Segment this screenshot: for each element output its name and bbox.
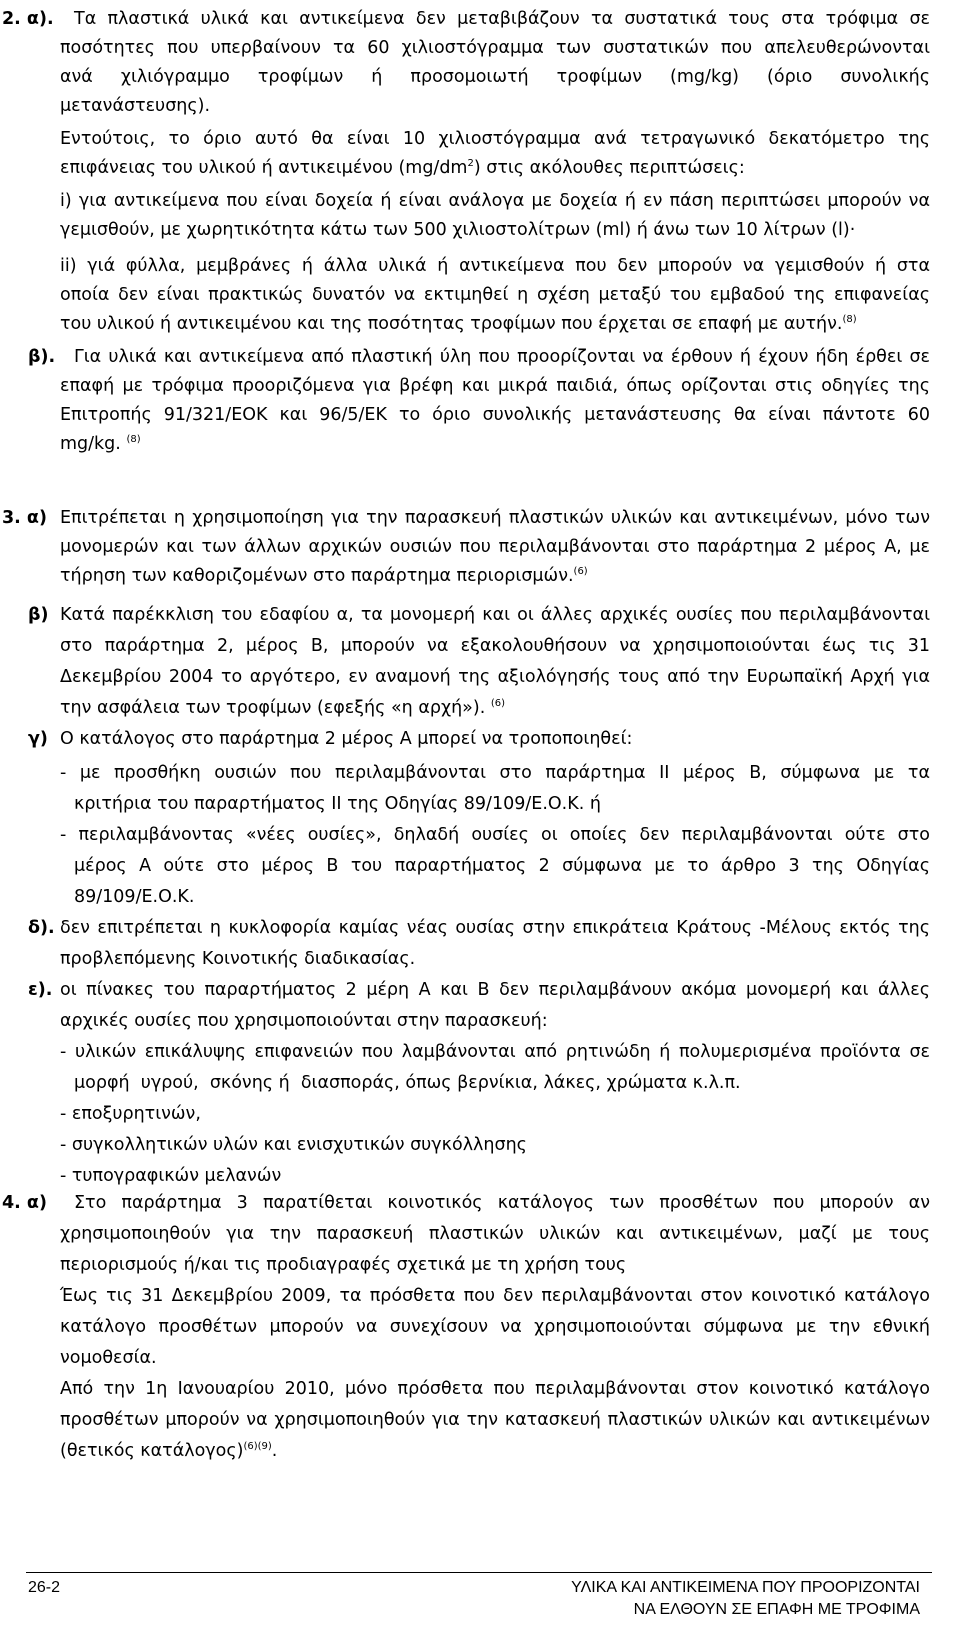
- footnote-ref: (8): [842, 314, 857, 326]
- paragraph-line: δεν επιτρέπεται η κυκλοφορία καμίας νέας ουσίας στην επικράτεια Κράτους -Μέλους εκτός της: [60, 918, 930, 938]
- paragraph-line: Επιτρέπεται η χρησιμοποίηση για την παρασκευή πλαστικών υλικών και αντικειμένων, μόνο των: [60, 508, 930, 528]
- paragraph-line: (θετικός κατάλογος)$^{(6)(9)}$.: [60, 1441, 278, 1461]
- paragraph-line: Κατά παρέκκλιση του εδαφίου α, τα μονομερή και οι άλλες αρχικές ουσίες που περιλαμβάνονται: [60, 605, 930, 625]
- paragraph-line: Δεκεμβρίου 2004 το αργότερο, εν αναμονή της αξιολόγησής τους από την Ευρωπαϊκή Αρχή για: [60, 667, 930, 687]
- paragraph-line: Έως τις 31 Δεκεμβρίου 2009, τα πρόσθετα που δεν περιλαμβάνονται στον κοινοτικό κατάλογο: [60, 1286, 930, 1306]
- section-label-4a: 4. α): [2, 1193, 47, 1213]
- paragraph-line: νομοθεσία.: [60, 1348, 157, 1368]
- section-label-3e: ε).: [28, 980, 53, 1000]
- section-label-2a: 2. α).: [2, 9, 54, 29]
- section-label-3b: β): [28, 605, 49, 625]
- paragraph-line: ανά χιλιόγραμμο τροφίμων ή προσομοιωτή τροφίμων (mg/kg) (όριο συνολικής: [60, 67, 930, 87]
- paragraph-line: στο παράρτημα 2, μέρος Β, μπορούν να εξακολουθήσουν να χρησιμοποιούνται έως τις 31: [60, 636, 930, 656]
- footer-title-line1: ΥΛΙΚΑ ΚΑΙ ΑΝΤΙΚΕΙΜΕΝΑ ΠΟΥ ΠΡΟΟΡΙΖΟΝΤΑΙ: [571, 1579, 920, 1596]
- paragraph-line: Τα πλαστικά υλικά και αντικείμενα δεν μεταβιβάζουν τα συστατικά τους στα τρόφιμα σε: [74, 9, 930, 29]
- footnote-ref: (6)(9): [243, 1441, 272, 1453]
- paragraph-line: χρησιμοποιηθούν για την παρασκευή πλαστικών υλικών και αντικειμένων, μαζί με τους: [60, 1224, 930, 1244]
- list-item-ii: οποία δεν είναι πρακτικώς δυνατόν να εκτιμηθεί η σχέση μεταξύ του εμβαδού της επιφανείας: [60, 285, 930, 305]
- paragraph-line: επιφάνειας του υλικού ή αντικειμένου $(mg/dm^2)$ στις ακόλουθες περιπτώσεις:: [60, 158, 745, 178]
- list-item: - υλικών επικάλυψης επιφανειών που λαμβάνονται από ρητινώδη ή πολυμερισμένα προϊόντα σε: [60, 1042, 930, 1062]
- paragraph-line: μονομερών και των άλλων αρχικών ουσιών που περιλαμβάνονται στο παράρτημα 2 μέρος Α, με: [60, 537, 930, 557]
- footnote-ref: (6): [490, 698, 506, 710]
- footer-divider: [26, 1572, 932, 1573]
- list-item-ii: του υλικού ή αντικειμένου και της ποσότητας τροφίμων που έρχεται σε επαφή με αυτήν.$^{(8)}$: [60, 314, 857, 334]
- paragraph-line: Από την 1η Ιανουαρίου 2010, μόνο πρόσθετα που περιλαμβάνονται στον κοινοτικό κατάλογο: [60, 1379, 930, 1399]
- paragraph-line: επαφή με τρόφιμα προοριζόμενα για βρέφη και μικρά παιδιά, όπως ορίζονται στις οδηγίες της: [60, 376, 930, 396]
- paragraph-line: οι πίνακες του παραρτήματος 2 μέρη Α και Β δεν περιλαμβάνουν ακόμα μονομερή και άλλες: [60, 980, 930, 1000]
- list-item: - εποξυρητινών,: [60, 1104, 201, 1124]
- paragraph-line: προσθέτων μπορούν να χρησιμοποιηθούν για την κατασκευή πλαστικών υλικών και αντικειμένων: [60, 1410, 930, 1430]
- list-item: - με προσθήκη ουσιών που περιλαμβάνονται στο παράρτημα ΙΙ μέρος Β, σύμφωνα με τα: [60, 763, 930, 783]
- list-item: 89/109/Ε.Ο.Κ.: [74, 887, 195, 907]
- paragraph-line: κατάλογο προσθέτων μπορούν να συνεχίσουν να χρησιμοποιούνται σύμφωνα με την εθνική: [60, 1317, 930, 1337]
- page-number: 26-2: [28, 1579, 61, 1596]
- list-item: - περιλαμβάνοντας «νέες ουσίες», δηλαδή ουσίες οι οποίες δεν περιλαμβάνονται ούτε στο: [60, 825, 930, 845]
- superscript: 2: [467, 158, 474, 170]
- paragraph-line: mg/kg. $^{(8)}$: [60, 434, 141, 454]
- footnote-ref: (6): [573, 566, 588, 578]
- paragraph-line: μετανάστευσης).: [60, 96, 211, 116]
- section-label-3c: γ): [28, 729, 48, 749]
- footnote-ref: (8): [126, 434, 141, 446]
- list-item: μέρος Α ούτε στο μέρος Β του παραρτήματος 2 σύμφωνα με το άρθρο 3 της Οδηγίας: [74, 856, 930, 876]
- list-item: μορφή υγρού, σκόνης ή διασποράς, όπως βερνίκια, λάκες, χρώματα κ.λ.π.: [74, 1073, 741, 1093]
- footer-title-line2: ΝΑ ΕΛΘΟΥΝ ΣΕ ΕΠΑΦΗ ΜΕ ΤΡΟΦΙΜΑ: [633, 1601, 920, 1618]
- paragraph-line: Εντούτοις, το όριο αυτό θα είναι 10 χιλιοστόγραμμα ανά τετραγωνικό δεκατόμετρο της: [60, 129, 930, 149]
- paragraph-line: την ασφάλεια των τροφίμων (εφεξής «η αρχή»). $^{(6)}$: [60, 698, 506, 718]
- paragraph-line: ποσότητες που υπερβαίνουν τα 60 χιλιοστόγραμμα των συστατικών που απελευθερώνονται: [60, 38, 930, 58]
- list-item-i: γεμισθούν, με χωρητικότητα κάτω των 500 χιλιοστολίτρων (ml) ή άνω των 10 λίτρων (l)·: [60, 220, 856, 240]
- list-item-i: i) για αντικείμενα που είναι δοχεία ή είναι ανάλογα με δοχεία ή εν πάση περιπτώσει μπορούν να: [60, 191, 930, 211]
- paragraph-line: αρχικές ουσίες που χρησιμοποιούνται στην παρασκευή:: [60, 1011, 548, 1031]
- list-item: - τυπογραφικών μελανών: [60, 1166, 282, 1186]
- paragraph-line: Ο κατάλογος στο παράρτημα 2 μέρος Α μπορεί να τροποποιηθεί:: [60, 729, 633, 749]
- list-item: - συγκολλητικών υλών και ενισχυτικών συγκόλλησης: [60, 1135, 527, 1155]
- paragraph-line: Στο παράρτημα 3 παρατίθεται κοινοτικός κατάλογος των προσθέτων που μπορούν αν: [74, 1193, 930, 1213]
- section-label-3d: δ).: [28, 918, 55, 938]
- section-label-3a: 3. α): [2, 508, 47, 528]
- paragraph-line: προβλεπόμενης Κοινοτικής διαδικασίας.: [60, 949, 416, 969]
- paragraph-line: Για υλικά και αντικείμενα από πλαστική ύλη που προορίζονται να έρθουν ή έχουν ήδη έρθει σε: [74, 347, 930, 367]
- paragraph-line: Επιτροπής 91/321/ΕΟΚ και 96/5/ΕΚ το όριο συνολικής μετανάστευσης θα είναι πάντοτε 60: [60, 405, 930, 425]
- list-item: κριτήρια του παραρτήματος ΙΙ της Οδηγίας 89/109/Ε.Ο.Κ. ή: [74, 794, 601, 814]
- section-label-2b: β).: [28, 347, 56, 367]
- paragraph-line: περιορισμούς ή/και τις προδιαγραφές σχετικά με τη χρήση τους: [60, 1255, 627, 1275]
- paragraph-line: τήρηση των καθοριζομένων στο παράρτημα περιορισμών.$^{(6)}$: [60, 566, 588, 586]
- list-item-ii: ii) γιά φύλλα, μεμβράνες ή άλλα υλικά ή αντικείμενα που δεν μπορούν να γεμισθούν ή στα: [60, 256, 930, 276]
